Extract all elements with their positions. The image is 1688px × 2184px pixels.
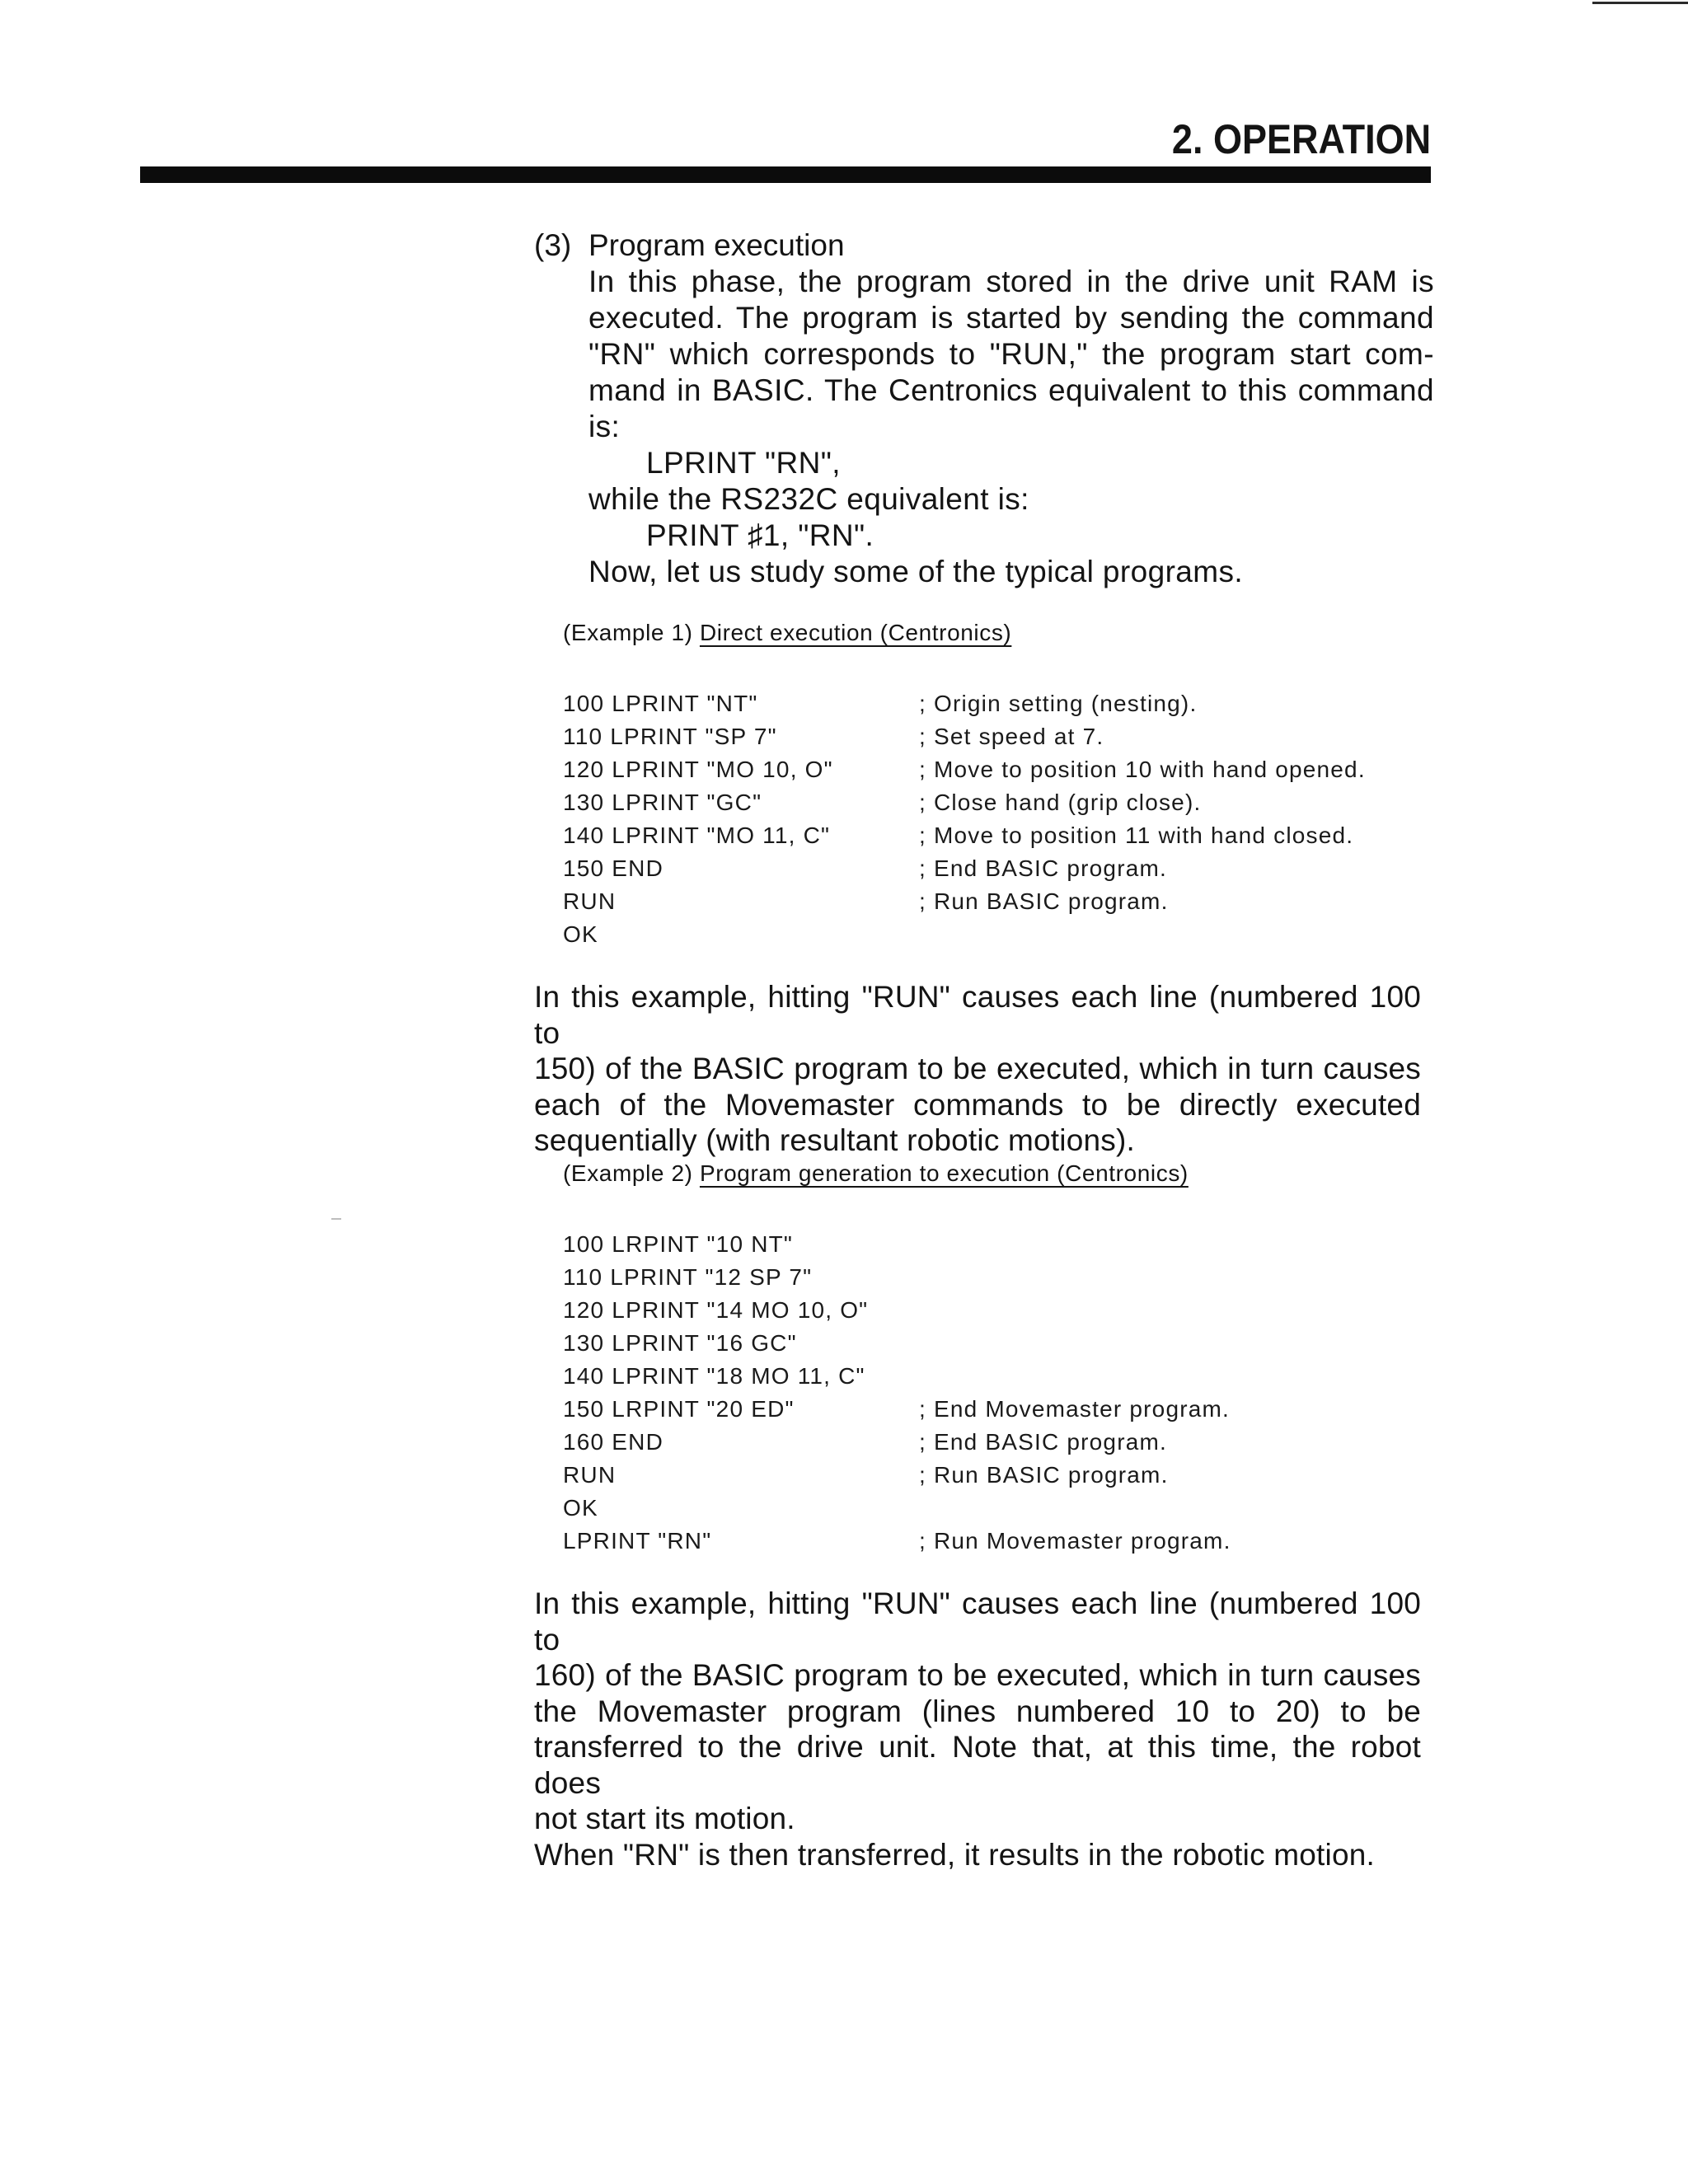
code-comment: ; End BASIC program. (919, 1429, 1168, 1455)
code-comment: ; Origin setting (nesting). (919, 691, 1198, 716)
example2-title (563, 1160, 1189, 1187)
code-comment: ; Run BASIC program. (919, 1462, 1169, 1488)
corner-rule (1592, 2, 1688, 4)
code-comment: ; Set speed at 7. (919, 724, 1104, 749)
example2-explanation (534, 1586, 1421, 1872)
print-code: PRINT ♯1, "RN". (646, 518, 874, 552)
code-line: RUN (563, 1462, 617, 1488)
lprint-code: LPRINT "RN", (646, 446, 841, 480)
body-line: mand in BASIC. The Centronics equivalent to this command (588, 373, 1434, 407)
code-line: 120 LPRINT "14 MO 10, O" (563, 1297, 869, 1323)
code-line: RUN (563, 888, 617, 914)
code-comment: ; Move to position 10 with hand opened. (919, 757, 1366, 782)
code-line: 100 LPRINT "NT" (563, 691, 758, 716)
explanation-line: 160) of the BASIC program to be executed, which in turn causes (534, 1658, 1421, 1692)
code-line: 120 LPRINT "MO 10, O" (563, 757, 833, 782)
example1-label: (Example 1) (563, 620, 693, 645)
section-number: (3) (534, 228, 572, 262)
body-line: is: (588, 410, 621, 443)
code-line: 140 LPRINT "MO 11, C" (563, 823, 831, 848)
code-comment: ; End Movemaster program. (919, 1396, 1231, 1422)
code-line: 150 LRPINT "20 ED" (563, 1396, 795, 1422)
explanation-line: 150) of the BASIC program to be executed, which in turn causes (534, 1052, 1421, 1085)
explanation-line: each of the Movemaster commands to be directly executed (534, 1087, 1421, 1122)
code-comment: ; Run BASIC program. (919, 888, 1169, 914)
code-line: 110 LPRINT "SP 7" (563, 724, 777, 749)
section-heading (534, 227, 1434, 264)
header-rule (140, 166, 1431, 183)
code-line: 150 END (563, 855, 664, 881)
code-line: 100 LRPINT "10 NT" (563, 1231, 794, 1257)
code-line: 140 LPRINT "18 MO 11, C" (563, 1363, 865, 1389)
body-line: "RN" which corresponds to "RUN," the program start com- (588, 337, 1434, 371)
example1-explanation (534, 979, 1421, 1159)
page-header-title: 2. OPERATION (1171, 116, 1431, 162)
code-comment: ; Close hand (grip close). (919, 790, 1202, 815)
code-line: 160 END (563, 1429, 664, 1455)
explanation-line: In this example, hitting "RUN" causes each line (numbered 100 to (534, 980, 1421, 1050)
code-line: 110 LPRINT "12 SP 7" (563, 1264, 813, 1290)
code-line: 130 LPRINT "GC" (563, 790, 762, 815)
body-line: executed. The program is started by sending the command (588, 301, 1434, 335)
section-body (588, 264, 1434, 590)
code-line: OK (563, 921, 598, 947)
section-title: Program execution (588, 228, 845, 262)
code-comment: ; Move to position 11 with hand closed. (919, 823, 1354, 848)
body-line: In this phase, the program stored in the drive unit RAM is (588, 265, 1434, 298)
example1-title (563, 620, 1011, 646)
explanation-line: When "RN" is then transferred, it results in the robotic motion. (534, 1837, 1375, 1872)
explanation-line: the Movemaster program (lines numbered 10 to 20) to be (534, 1694, 1421, 1728)
code-line: OK (563, 1495, 598, 1521)
code-comment: ; Run Movemaster program. (919, 1528, 1231, 1554)
rs232c-text: while the RS232C equivalent is: (588, 482, 1029, 516)
code-comment: ; End BASIC program. (919, 855, 1168, 881)
margin-mark (331, 1218, 341, 1220)
example1-heading: Direct execution (Centronics) (699, 620, 1012, 645)
now-text: Now, let us study some of the typical programs. (588, 555, 1244, 588)
explanation-line: sequentially (with resultant robotic motions). (534, 1123, 1135, 1157)
explanation-line: transferred to the drive unit. Note that, at this time, the robot does (534, 1730, 1421, 1800)
explanation-line: not start its motion. (534, 1802, 795, 1835)
section-program-execution (534, 227, 1434, 590)
example2-label: (Example 2) (563, 1160, 693, 1186)
code-line: 130 LPRINT "16 GC" (563, 1330, 797, 1356)
explanation-line: In this example, hitting "RUN" causes each line (numbered 100 to (534, 1586, 1421, 1657)
code-line: LPRINT "RN" (563, 1528, 712, 1554)
example2-heading: Program generation to execution (Centronics) (699, 1160, 1189, 1186)
